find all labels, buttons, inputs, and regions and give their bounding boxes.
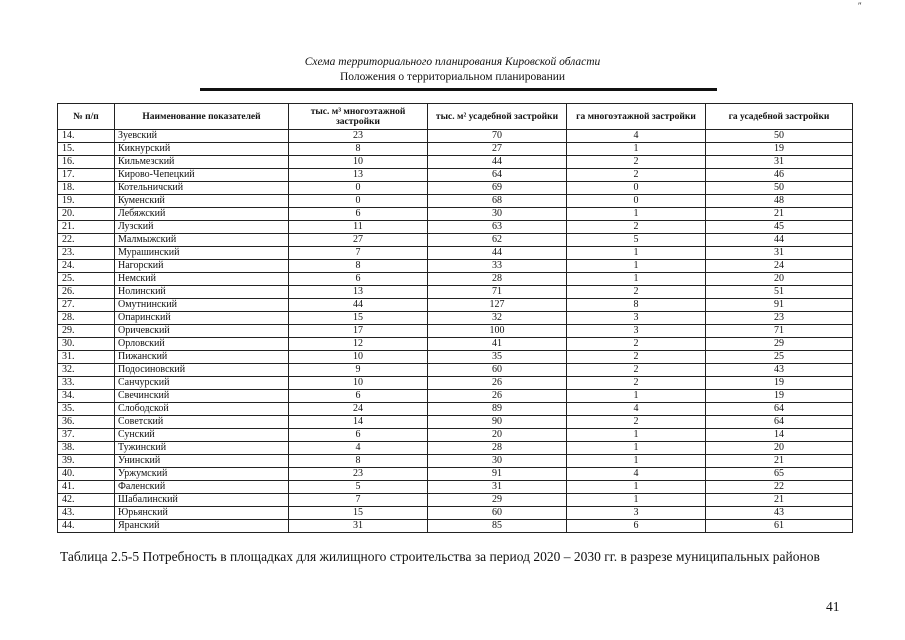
housing-needs-table bbox=[57, 103, 853, 533]
estate-area-cell: 20 bbox=[706, 442, 853, 455]
multistory-area-cell: 1 bbox=[567, 390, 706, 403]
row-number-cell: 14. bbox=[58, 130, 115, 143]
table-row bbox=[58, 156, 853, 169]
row-number-cell: 16. bbox=[58, 156, 115, 169]
table-row bbox=[58, 208, 853, 221]
multistory-volume-cell: 44 bbox=[289, 299, 428, 312]
estate-area-cell: 25 bbox=[706, 351, 853, 364]
multistory-volume-cell: 12 bbox=[289, 338, 428, 351]
row-number-cell: 32. bbox=[58, 364, 115, 377]
multistory-area-cell: 2 bbox=[567, 351, 706, 364]
estate-area-cell: 44 bbox=[706, 234, 853, 247]
district-name-cell: Подосиновский bbox=[115, 364, 289, 377]
multistory-area-cell: 1 bbox=[567, 260, 706, 273]
multistory-volume-cell: 23 bbox=[289, 468, 428, 481]
multistory-volume-cell: 6 bbox=[289, 429, 428, 442]
district-name-cell: Орловский bbox=[115, 338, 289, 351]
column-header-multistory-volume: тыс. м³ многоэтажной застройки bbox=[289, 104, 428, 130]
table-row bbox=[58, 520, 853, 533]
multistory-area-cell: 5 bbox=[567, 234, 706, 247]
row-number-cell: 28. bbox=[58, 312, 115, 325]
row-number-cell: 41. bbox=[58, 481, 115, 494]
estate-volume-cell: 71 bbox=[428, 286, 567, 299]
multistory-area-cell: 2 bbox=[567, 169, 706, 182]
estate-area-cell: 48 bbox=[706, 195, 853, 208]
multistory-area-cell: 2 bbox=[567, 416, 706, 429]
estate-volume-cell: 28 bbox=[428, 442, 567, 455]
district-name-cell: Омутнинский bbox=[115, 299, 289, 312]
multistory-area-cell: 2 bbox=[567, 377, 706, 390]
multistory-volume-cell: 17 bbox=[289, 325, 428, 338]
multistory-volume-cell: 8 bbox=[289, 455, 428, 468]
table-row bbox=[58, 377, 853, 390]
multistory-area-cell: 1 bbox=[567, 143, 706, 156]
multistory-area-cell: 3 bbox=[567, 312, 706, 325]
row-number-cell: 29. bbox=[58, 325, 115, 338]
multistory-volume-cell: 13 bbox=[289, 169, 428, 182]
district-name-cell: Лебяжский bbox=[115, 208, 289, 221]
district-name-cell: Опаринский bbox=[115, 312, 289, 325]
multistory-volume-cell: 23 bbox=[289, 130, 428, 143]
estate-volume-cell: 68 bbox=[428, 195, 567, 208]
table-row bbox=[58, 494, 853, 507]
row-number-cell: 20. bbox=[58, 208, 115, 221]
row-number-cell: 15. bbox=[58, 143, 115, 156]
district-name-cell: Кирово-Чепецкий bbox=[115, 169, 289, 182]
multistory-area-cell: 1 bbox=[567, 442, 706, 455]
table-row bbox=[58, 312, 853, 325]
multistory-area-cell: 2 bbox=[567, 286, 706, 299]
multistory-area-cell: 1 bbox=[567, 429, 706, 442]
row-number-cell: 37. bbox=[58, 429, 115, 442]
district-name-cell: Тужинский bbox=[115, 442, 289, 455]
multistory-area-cell: 3 bbox=[567, 507, 706, 520]
row-number-cell: 34. bbox=[58, 390, 115, 403]
table-row bbox=[58, 390, 853, 403]
table-row bbox=[58, 455, 853, 468]
district-name-cell: Сунский bbox=[115, 429, 289, 442]
multistory-area-cell: 3 bbox=[567, 325, 706, 338]
table-row bbox=[58, 182, 853, 195]
district-name-cell: Малмыжский bbox=[115, 234, 289, 247]
estate-volume-cell: 62 bbox=[428, 234, 567, 247]
multistory-area-cell: 1 bbox=[567, 247, 706, 260]
multistory-volume-cell: 15 bbox=[289, 507, 428, 520]
multistory-volume-cell: 0 bbox=[289, 195, 428, 208]
multistory-volume-cell: 7 bbox=[289, 494, 428, 507]
table-row bbox=[58, 442, 853, 455]
table-row bbox=[58, 338, 853, 351]
row-number-cell: 42. bbox=[58, 494, 115, 507]
estate-volume-cell: 30 bbox=[428, 455, 567, 468]
estate-volume-cell: 60 bbox=[428, 507, 567, 520]
estate-area-cell: 51 bbox=[706, 286, 853, 299]
estate-volume-cell: 41 bbox=[428, 338, 567, 351]
estate-volume-cell: 63 bbox=[428, 221, 567, 234]
estate-area-cell: 50 bbox=[706, 182, 853, 195]
estate-volume-cell: 20 bbox=[428, 429, 567, 442]
multistory-area-cell: 2 bbox=[567, 338, 706, 351]
multistory-area-cell: 4 bbox=[567, 130, 706, 143]
district-name-cell: Свечинский bbox=[115, 390, 289, 403]
estate-volume-cell: 32 bbox=[428, 312, 567, 325]
estate-area-cell: 31 bbox=[706, 247, 853, 260]
table-body bbox=[58, 130, 853, 533]
row-number-cell: 40. bbox=[58, 468, 115, 481]
estate-volume-cell: 30 bbox=[428, 208, 567, 221]
estate-area-cell: 22 bbox=[706, 481, 853, 494]
table-row bbox=[58, 273, 853, 286]
column-header-indicator: Наименование показателей bbox=[115, 104, 289, 130]
district-name-cell: Нагорский bbox=[115, 260, 289, 273]
estate-area-cell: 91 bbox=[706, 299, 853, 312]
estate-volume-cell: 33 bbox=[428, 260, 567, 273]
multistory-volume-cell: 10 bbox=[289, 351, 428, 364]
row-number-cell: 27. bbox=[58, 299, 115, 312]
row-number-cell: 19. bbox=[58, 195, 115, 208]
multistory-volume-cell: 31 bbox=[289, 520, 428, 533]
multistory-volume-cell: 5 bbox=[289, 481, 428, 494]
table-row bbox=[58, 416, 853, 429]
table-row bbox=[58, 364, 853, 377]
multistory-volume-cell: 4 bbox=[289, 442, 428, 455]
multistory-area-cell: 1 bbox=[567, 481, 706, 494]
district-name-cell: Советский bbox=[115, 416, 289, 429]
document-title: Схема территориального планирования Кировской области bbox=[304, 56, 601, 68]
district-name-cell: Мурашинский bbox=[115, 247, 289, 260]
row-number-cell: 30. bbox=[58, 338, 115, 351]
row-number-cell: 38. bbox=[58, 442, 115, 455]
district-name-cell: Кикнурский bbox=[115, 143, 289, 156]
table-row bbox=[58, 403, 853, 416]
estate-volume-cell: 27 bbox=[428, 143, 567, 156]
multistory-volume-cell: 6 bbox=[289, 273, 428, 286]
multistory-area-cell: 1 bbox=[567, 273, 706, 286]
multistory-area-cell: 2 bbox=[567, 364, 706, 377]
district-name-cell: Юрьянский bbox=[115, 507, 289, 520]
table-caption: Таблица 2.5-5 Потребность в площадках для жилищного строительства за период 2020 – 2030 гг. в разрезе муниципальных районов bbox=[60, 549, 820, 564]
multistory-volume-cell: 10 bbox=[289, 156, 428, 169]
document-subtitle: Положения о территориальном планировании bbox=[339, 71, 566, 83]
column-header-multistory-area: га многоэтажной застройки bbox=[567, 104, 706, 130]
row-number-cell: 21. bbox=[58, 221, 115, 234]
estate-area-cell: 43 bbox=[706, 364, 853, 377]
multistory-volume-cell: 8 bbox=[289, 143, 428, 156]
table-row bbox=[58, 247, 853, 260]
estate-area-cell: 43 bbox=[706, 507, 853, 520]
table-row bbox=[58, 299, 853, 312]
row-number-cell: 26. bbox=[58, 286, 115, 299]
table-row bbox=[58, 507, 853, 520]
estate-volume-cell: 35 bbox=[428, 351, 567, 364]
multistory-volume-cell: 13 bbox=[289, 286, 428, 299]
table-row bbox=[58, 130, 853, 143]
estate-area-cell: 64 bbox=[706, 416, 853, 429]
multistory-volume-cell: 24 bbox=[289, 403, 428, 416]
estate-area-cell: 23 bbox=[706, 312, 853, 325]
estate-volume-cell: 29 bbox=[428, 494, 567, 507]
estate-area-cell: 21 bbox=[706, 494, 853, 507]
estate-area-cell: 21 bbox=[706, 208, 853, 221]
estate-area-cell: 24 bbox=[706, 260, 853, 273]
district-name-cell: Зуевский bbox=[115, 130, 289, 143]
column-header-estate-volume: тыс. м² усадебной застройки bbox=[428, 104, 567, 130]
row-number-cell: 23. bbox=[58, 247, 115, 260]
estate-volume-cell: 31 bbox=[428, 481, 567, 494]
row-number-cell: 22. bbox=[58, 234, 115, 247]
multistory-volume-cell: 9 bbox=[289, 364, 428, 377]
multistory-volume-cell: 11 bbox=[289, 221, 428, 234]
estate-volume-cell: 85 bbox=[428, 520, 567, 533]
estate-area-cell: 71 bbox=[706, 325, 853, 338]
estate-area-cell: 29 bbox=[706, 338, 853, 351]
multistory-volume-cell: 6 bbox=[289, 208, 428, 221]
table-row bbox=[58, 234, 853, 247]
row-number-cell: 33. bbox=[58, 377, 115, 390]
multistory-area-cell: 6 bbox=[567, 520, 706, 533]
estate-volume-cell: 26 bbox=[428, 377, 567, 390]
multistory-volume-cell: 10 bbox=[289, 377, 428, 390]
district-name-cell: Уржумский bbox=[115, 468, 289, 481]
table-row bbox=[58, 286, 853, 299]
table-row bbox=[58, 468, 853, 481]
estate-area-cell: 46 bbox=[706, 169, 853, 182]
estate-volume-cell: 69 bbox=[428, 182, 567, 195]
estate-volume-cell: 127 bbox=[428, 299, 567, 312]
row-number-cell: 18. bbox=[58, 182, 115, 195]
row-number-cell: 44. bbox=[58, 520, 115, 533]
multistory-volume-cell: 7 bbox=[289, 247, 428, 260]
table-row bbox=[58, 169, 853, 182]
estate-volume-cell: 64 bbox=[428, 169, 567, 182]
row-number-cell: 31. bbox=[58, 351, 115, 364]
header-rule bbox=[200, 88, 717, 91]
multistory-volume-cell: 8 bbox=[289, 260, 428, 273]
district-name-cell: Лузский bbox=[115, 221, 289, 234]
estate-area-cell: 64 bbox=[706, 403, 853, 416]
multistory-area-cell: 0 bbox=[567, 182, 706, 195]
estate-area-cell: 45 bbox=[706, 221, 853, 234]
multistory-area-cell: 4 bbox=[567, 468, 706, 481]
district-name-cell: Котельничский bbox=[115, 182, 289, 195]
estate-volume-cell: 26 bbox=[428, 390, 567, 403]
estate-volume-cell: 44 bbox=[428, 156, 567, 169]
district-name-cell: Фаленский bbox=[115, 481, 289, 494]
table-row bbox=[58, 325, 853, 338]
district-name-cell: Нолинский bbox=[115, 286, 289, 299]
district-name-cell: Куменский bbox=[115, 195, 289, 208]
row-number-cell: 35. bbox=[58, 403, 115, 416]
district-name-cell: Яранский bbox=[115, 520, 289, 533]
estate-area-cell: 50 bbox=[706, 130, 853, 143]
estate-volume-cell: 91 bbox=[428, 468, 567, 481]
estate-volume-cell: 89 bbox=[428, 403, 567, 416]
column-header-number: № п/п bbox=[58, 104, 115, 130]
table-row bbox=[58, 481, 853, 494]
estate-area-cell: 61 bbox=[706, 520, 853, 533]
row-number-cell: 24. bbox=[58, 260, 115, 273]
district-name-cell: Шабалинский bbox=[115, 494, 289, 507]
multistory-volume-cell: 14 bbox=[289, 416, 428, 429]
row-number-cell: 17. bbox=[58, 169, 115, 182]
district-name-cell: Санчурский bbox=[115, 377, 289, 390]
district-name-cell: Слободской bbox=[115, 403, 289, 416]
estate-volume-cell: 44 bbox=[428, 247, 567, 260]
estate-area-cell: 20 bbox=[706, 273, 853, 286]
district-name-cell: Немский bbox=[115, 273, 289, 286]
multistory-volume-cell: 0 bbox=[289, 182, 428, 195]
table-row bbox=[58, 260, 853, 273]
row-number-cell: 36. bbox=[58, 416, 115, 429]
estate-volume-cell: 70 bbox=[428, 130, 567, 143]
multistory-area-cell: 8 bbox=[567, 299, 706, 312]
table-header-row bbox=[58, 104, 853, 130]
estate-area-cell: 31 bbox=[706, 156, 853, 169]
table-row bbox=[58, 429, 853, 442]
page-number: 41 bbox=[826, 599, 840, 614]
row-number-cell: 39. bbox=[58, 455, 115, 468]
multistory-volume-cell: 27 bbox=[289, 234, 428, 247]
table-row bbox=[58, 221, 853, 234]
multistory-area-cell: 2 bbox=[567, 156, 706, 169]
estate-area-cell: 19 bbox=[706, 143, 853, 156]
multistory-area-cell: 4 bbox=[567, 403, 706, 416]
multistory-area-cell: 1 bbox=[567, 455, 706, 468]
multistory-area-cell: 1 bbox=[567, 208, 706, 221]
estate-area-cell: 19 bbox=[706, 377, 853, 390]
district-name-cell: Пижанский bbox=[115, 351, 289, 364]
multistory-volume-cell: 6 bbox=[289, 390, 428, 403]
column-header-estate-area: га усадебной застройки bbox=[706, 104, 853, 130]
estate-volume-cell: 90 bbox=[428, 416, 567, 429]
estate-volume-cell: 100 bbox=[428, 325, 567, 338]
estate-area-cell: 65 bbox=[706, 468, 853, 481]
table-row bbox=[58, 143, 853, 156]
row-number-cell: 43. bbox=[58, 507, 115, 520]
district-name-cell: Унинский bbox=[115, 455, 289, 468]
multistory-area-cell: 1 bbox=[567, 494, 706, 507]
district-name-cell: Оричевский bbox=[115, 325, 289, 338]
estate-area-cell: 14 bbox=[706, 429, 853, 442]
multistory-area-cell: 2 bbox=[567, 221, 706, 234]
table-row bbox=[58, 195, 853, 208]
multistory-volume-cell: 15 bbox=[289, 312, 428, 325]
table-row bbox=[58, 351, 853, 364]
district-name-cell: Кильмезский bbox=[115, 156, 289, 169]
estate-volume-cell: 28 bbox=[428, 273, 567, 286]
estate-area-cell: 19 bbox=[706, 390, 853, 403]
estate-area-cell: 21 bbox=[706, 455, 853, 468]
corner-mark: ″ bbox=[858, 1, 862, 11]
multistory-area-cell: 0 bbox=[567, 195, 706, 208]
estate-volume-cell: 60 bbox=[428, 364, 567, 377]
row-number-cell: 25. bbox=[58, 273, 115, 286]
